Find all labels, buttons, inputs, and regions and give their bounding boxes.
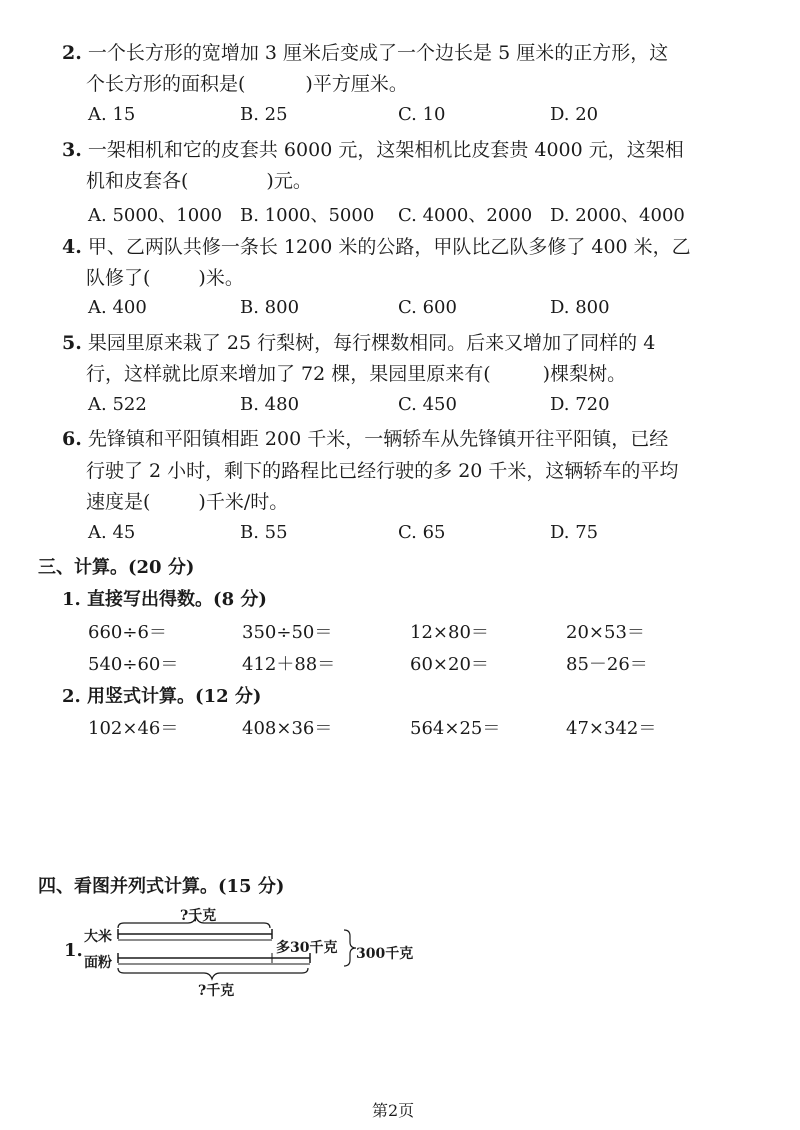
question-2	[62, 38, 668, 68]
option-a: A. 15	[88, 104, 136, 125]
question-number: 6.	[62, 428, 82, 450]
question-6	[62, 424, 668, 454]
option-d: D. 720	[550, 394, 610, 415]
calc-item: 102×46＝	[88, 718, 179, 739]
question-text: 机和皮套各(	[86, 170, 189, 192]
calc-item: 540÷60＝	[88, 654, 179, 675]
label-total: 300千克	[356, 946, 414, 962]
question-text: 行驶了 2 小时，剩下的路程比已经行驶的多 20 千米，这辆轿车的平均	[86, 460, 679, 482]
question-text: )棵梨树。	[542, 363, 627, 385]
option-a: A. 522	[88, 394, 147, 415]
option-c: C. 10	[398, 104, 446, 125]
section-3-title: 三、计算。(20 分)	[38, 557, 195, 578]
question-3	[62, 135, 684, 165]
option-b: B. 1000、5000	[240, 205, 375, 226]
question-6-line3	[86, 487, 288, 517]
calc-item: 47×342＝	[566, 718, 657, 739]
option-d: D. 20	[550, 104, 599, 125]
label-rice-quantity: ?千克	[180, 908, 217, 924]
label-rice: 大米	[84, 929, 112, 945]
question-5	[62, 328, 655, 358]
question-text: 甲、乙两队共修一条长 1200 米的公路，甲队比乙队多修了 400 米，乙	[87, 236, 691, 258]
option-b: B. 55	[240, 522, 288, 543]
option-b: B. 480	[240, 394, 300, 415]
question-4	[62, 232, 691, 262]
option-c: C. 65	[398, 522, 446, 543]
question-3-line2	[86, 166, 312, 196]
label-more: 多30千克	[276, 940, 338, 956]
question-4-line2	[86, 263, 244, 293]
option-a: A. 45	[88, 522, 136, 543]
question-2-line2	[86, 69, 408, 99]
option-d: D. 75	[550, 522, 599, 543]
bottom-brace	[118, 968, 308, 979]
question-5-line2	[86, 359, 626, 389]
calc-item: 20×53＝	[566, 622, 645, 643]
question-text: 果园里原来栽了 25 行梨树，每行棵数相同。后来又增加了同样的 4	[87, 332, 656, 354]
question-number: 2.	[62, 42, 82, 64]
calc-item: 85－26＝	[566, 654, 648, 675]
section-3-part1-title: 1. 直接写出得数。(8 分)	[62, 589, 267, 610]
option-a: A. 5000、1000	[88, 205, 223, 226]
option-c: C. 4000、2000	[398, 205, 533, 226]
question-text: 先锋镇和平阳镇相距 200 千米，一辆轿车从先锋镇开往平阳镇，已经	[87, 428, 669, 450]
question-text: 速度是(	[86, 491, 151, 513]
question-text: )元。	[266, 170, 312, 192]
option-c: C. 450	[398, 394, 457, 415]
section-3-part2-title: 2. 用竖式计算。(12 分)	[62, 686, 262, 707]
question-text: )平方厘米。	[305, 73, 408, 95]
calc-item: 412＋88＝	[242, 654, 336, 675]
option-a: A. 400	[88, 297, 147, 318]
total-brace	[344, 930, 356, 966]
question-text: 一个长方形的宽增加 3 厘米后变成了一个边长是 5 厘米的正方形，这	[87, 42, 669, 64]
option-d: D. 800	[550, 297, 610, 318]
question-6-line2	[86, 456, 678, 486]
question-text: )米。	[198, 267, 244, 289]
option-d: D. 2000、4000	[550, 205, 685, 226]
option-c: C. 600	[398, 297, 457, 318]
question-number: 3.	[62, 139, 82, 161]
question-number: 5.	[62, 332, 82, 354]
item-number: 1.	[64, 940, 83, 961]
question-text: )千米/时。	[198, 491, 289, 513]
question-number: 4.	[62, 236, 82, 258]
option-b: B. 800	[240, 297, 300, 318]
page-number: 第2页	[372, 1101, 415, 1120]
calc-item: 660÷6＝	[88, 622, 167, 643]
question-text: 队修了(	[86, 267, 151, 289]
option-b: B. 25	[240, 104, 288, 125]
calc-item: 60×20＝	[410, 654, 489, 675]
calc-item: 564×25＝	[410, 718, 501, 739]
question-text: 一架相机和它的皮套共 6000 元，这架相机比皮套贵 4000 元，这架相	[87, 139, 684, 161]
calc-item: 12×80＝	[410, 622, 489, 643]
calc-item: 408×36＝	[242, 718, 333, 739]
question-text: 行，这样就比原来增加了 72 棵，果园里原来有(	[86, 363, 491, 385]
section-4-title: 四、看图并列式计算。(15 分)	[38, 876, 285, 897]
calc-item: 350÷50＝	[242, 622, 333, 643]
label-flour: 面粉	[84, 955, 112, 971]
question-text: 个长方形的面积是(	[86, 73, 246, 95]
label-flour-quantity: ?千克	[198, 983, 235, 999]
